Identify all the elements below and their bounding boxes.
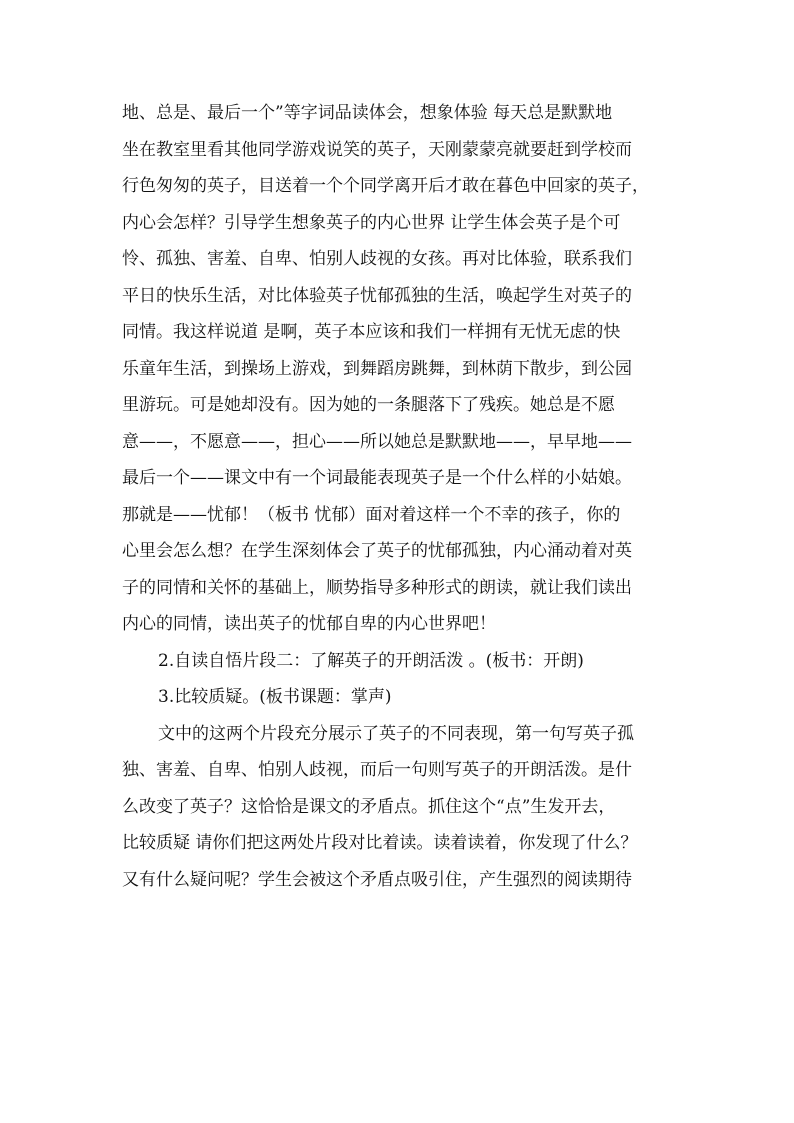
text-line: 坐在教室里看其他同学游戏说笑的英子，天刚蒙蒙亮就要赶到学校而 [122,139,632,160]
text-line: 独、害羞、自卑、怕别人歧视，而后一句则写英子的开朗活泼。是什 [122,760,632,780]
text-line: 平日的快乐生活，对比体验英子忧郁孤独的生活，唤起学生对英子的 [122,285,632,306]
text-line: 3.比较质疑。(板书课题：掌声) [158,687,392,707]
text-line: 那就是——忧郁！（板书 忧郁）面对着这样一个不幸的孩子，你的 [122,504,621,525]
list-item-2 [122,643,682,680]
text-line: 2.自读自悟片段二：了解英子的开朗活泼 。(板书：开朗) [158,650,584,671]
text-line: 意——，不愿意——，担心——所以她总是默默地——，早早地—— [122,431,632,452]
text-line: 最后一个——课文中有一个词最能表现英子是一个什么样的小姑娘。 [122,468,632,488]
text-line: 地、总是、最后一个”等字词品读体会，想象体验 每天总是默默地 [122,103,613,123]
text-line: 同情。我这样说道 是啊，英子本应该和我们一样拥有无忧无虑的快 [122,322,621,342]
text-line: 子的同情和关怀的基础上，顺势指导多种形式的朗读，就让我们读出 [122,577,632,598]
paragraph-comparison [122,716,682,899]
text-line: 文中的这两个片段充分展示了英子的不同表现，第一句写英子孤 [158,723,634,744]
text-line: 里游玩。可是她却没有。因为她的一条腿落下了残疾。她总是不愿 [122,395,615,415]
text-line: 心里会怎么想？在学生深刻体会了英子的忧郁孤独，内心涌动着对英 [122,541,632,561]
text-line: 内心会怎样？引导学生想象英子的内心世界 让学生体会英子是个可 [122,212,621,233]
text-line: 怜、孤独、害羞、自卑、怕别人歧视的女孩。再对比体验，联系我们 [122,249,632,269]
text-line: 内心的同情，读出英子的忧郁自卑的内心世界吧！ [122,614,496,634]
text-line: 么改变了英子？这恰恰是课文的矛盾点。抓住这个“点”生发开去， [122,796,616,817]
paragraph-continued [122,95,682,643]
text-line: 比较质疑 请你们把这两处片段对比着读。读着读着，你发现了什么？ [122,833,638,853]
text-line: 行色匆匆的英子，目送着一个个同学离开后才敢在暮色中回家的英子， [122,176,649,196]
text-line: 乐童年生活，到操场上游戏，到舞蹈房跳舞，到林荫下散步，到公园 [122,358,632,379]
text-line: 又有什么疑问呢？学生会被这个矛盾点吸引住，产生强烈的阅读期待 [122,869,632,890]
document-body [122,95,682,898]
list-item-3 [122,679,682,716]
